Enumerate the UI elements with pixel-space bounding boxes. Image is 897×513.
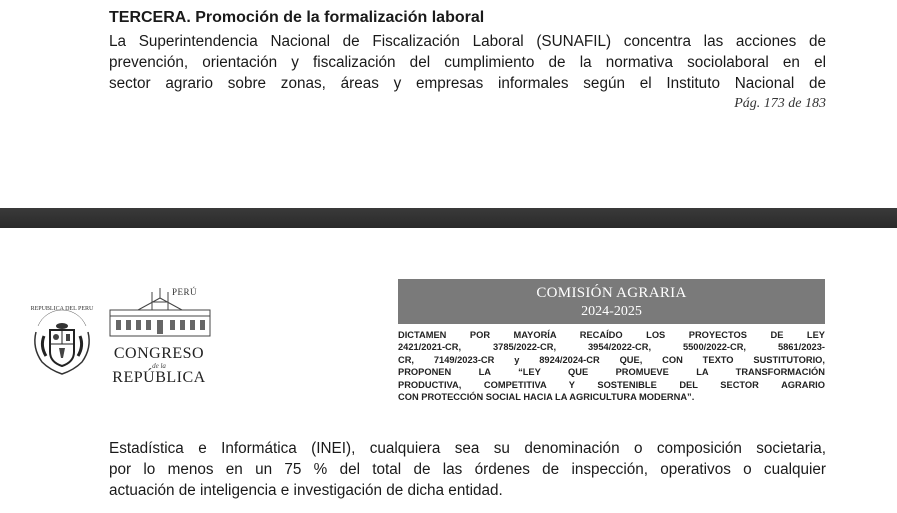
page-number: Pág. 173 de 183: [734, 96, 826, 111]
lower-line: por lo menos en un 75 % del total de las órdenes de inspección, operativos o cualquier: [109, 461, 826, 478]
dictamen-line: PROPONEN LA “LEY QUE PROMUEVE LA TRANSFORMACIÓN: [398, 367, 825, 378]
clause-heading: TERCERA. Promoción de la formalización laboral: [109, 9, 485, 26]
upper-line: sector agrario sobre zonas, áreas y empresas informales según el Instituto Nacional de: [109, 75, 826, 92]
dictamen-line: DICTAMEN POR MAYORÍA RECAÍDO LOS PROYECTOS DE LEY: [398, 330, 825, 340]
coat-of-arms-icon: [30, 296, 94, 378]
republica-label: REPÚBLICA: [112, 369, 206, 386]
commission-title: COMISIÓN AGRARIA: [536, 285, 687, 301]
dictamen-line: PRODUCTIVA, COMPETITIVA Y SOSTENIBLE DEL SECTOR AGRARIO: [398, 379, 825, 390]
lower-line: Estadística e Informática (INEI), cualquiera sea su denominación o composición societaria,: [109, 440, 826, 457]
dictamen-summary: [398, 329, 825, 403]
dictamen-line: CR, 7149/2023-CR y 8924/2024-CR QUE, CON TEXTO SUSTITUTORIO,: [398, 354, 825, 365]
svg-text:REPUBLICA DEL PERU: REPUBLICA DEL PERU: [30, 306, 94, 312]
peru-label: PERÚ: [172, 287, 198, 297]
congreso-label: CONGRESO: [113, 345, 205, 362]
congress-building-icon: [108, 286, 218, 346]
page-separator: [0, 208, 897, 228]
commission-years: 2024-2025: [581, 304, 642, 319]
dictamen-line: CON PROTECCIÓN SOCIAL HACIA LA AGRICULTURA MODERNA”.: [398, 392, 695, 403]
de-la-label: de la: [152, 362, 166, 370]
lower-line: actuación de inteligencia e investigación de dicha entidad.: [109, 482, 503, 499]
upper-line: La Superintendencia Nacional de Fiscalización Laboral (SUNAFIL) concentra las acciones de: [109, 33, 826, 50]
dictamen-line: 2421/2021-CR, 3785/2022-CR, 3954/2022-CR, 5500/2022-CR, 5861/2023-: [398, 342, 825, 353]
upper-line: prevención, orientación y fiscalización del cumplimiento de la normativa sociolaboral en el: [109, 54, 826, 71]
lower-paragraph: [109, 438, 826, 501]
upper-paragraph: [109, 31, 826, 94]
